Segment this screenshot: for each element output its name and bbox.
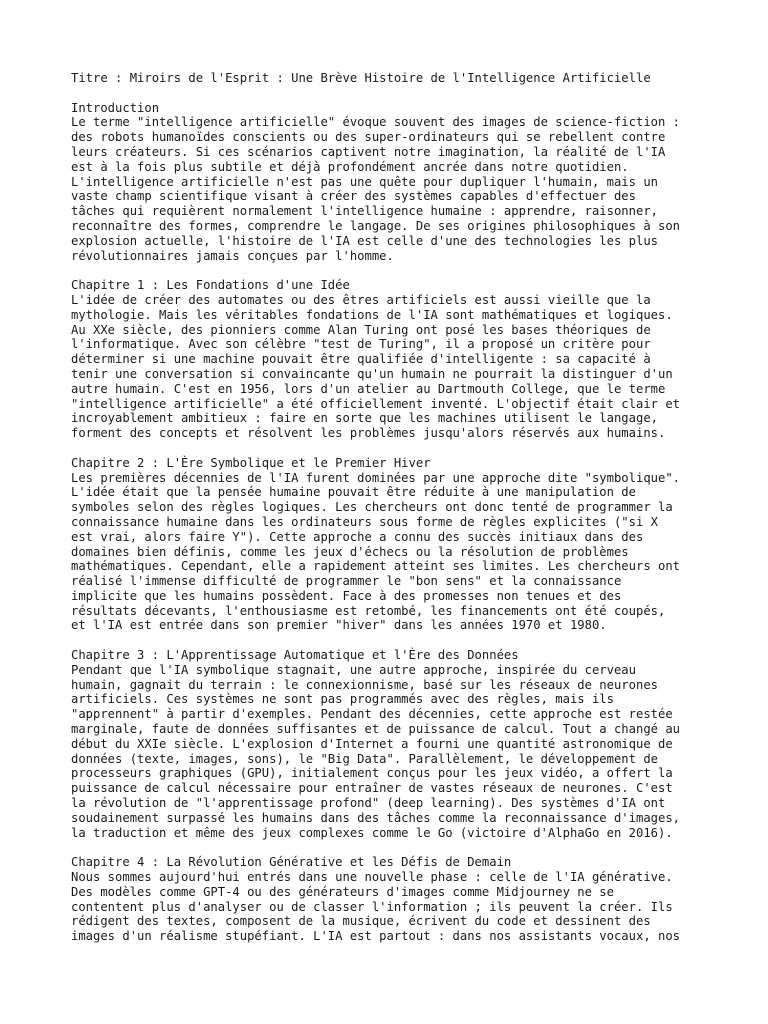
section-heading: Chapitre 2 : L'Ère Symbolique et le Premier Hiver — [71, 455, 431, 470]
paragraph-line: "intelligence artificielle" a été officiellement inventé. L'objectif était clair et — [71, 396, 681, 411]
paragraph-line: est vrai, alors faire Y"). Cette approche a connu des succès initiaux dans des — [71, 529, 644, 544]
paragraph-line: tenir une conversation si convaincante qu'un humain ne pourrait la distinguer d'un — [71, 366, 673, 381]
paragraph-line: la révolution de "l'apprentissage profond" (deep learning). Des systèmes d'IA ont — [71, 796, 666, 811]
section — [71, 648, 751, 840]
paragraph-line: leurs créateurs. Si ces scénarios captivent notre imagination, la réalité de l'IA — [71, 144, 666, 159]
paragraph-line: Le terme "intelligence artificielle" évoque souvent des images de science-fiction : — [71, 115, 681, 130]
paragraph-line: soudainement surpassé les humains dans des tâches comme la reconnaissance d'images, — [71, 810, 681, 825]
paragraph-line: artificiels. Ces systèmes ne sont pas programmés avec des règles, mais ils — [71, 692, 614, 707]
paragraph-line: autre humain. C'est en 1956, lors d'un atelier au Dartmouth College, que le terme — [71, 381, 666, 396]
paragraph-line: "apprennent" à partir d'exemples. Pendant des décennies, cette approche est restée — [71, 707, 673, 722]
paragraph-line: vaste champ scientifique visant à créer des systèmes capables d'effectuer des — [71, 189, 636, 204]
paragraph-line: connaissance humaine dans les ordinateurs sous forme de règles explicites ("si X — [71, 514, 658, 529]
section — [71, 456, 751, 634]
paragraph-line: révolutionnaires jamais conçues par l'homme. — [71, 248, 394, 263]
paragraph-line: est à la fois plus subtile et déjà profondément ancrée dans notre quotidien. — [71, 159, 629, 174]
paragraph-line: explosion actuelle, l'histoire de l'IA est celle d'une des technologies les plus — [71, 233, 658, 248]
paragraph-line: humain, gagnait du terrain : le connexionnisme, basé sur les réseaux de neurones — [71, 677, 658, 692]
paragraph-line: tâches qui requièrent normalement l'intelligence humaine : apprendre, raisonner, — [71, 204, 658, 219]
paragraph-line: début du XXIe siècle. L'explosion d'Internet a fourni une quantité astronomique de — [71, 736, 673, 751]
paragraph-line: l'informatique. Avec son célèbre "test de Turing", il a proposé un critère pour — [71, 337, 651, 352]
paragraph-line: L'intelligence artificielle n'est pas une quête pour dupliquer l'humain, mais un — [71, 174, 658, 189]
paragraph-line: réalisé l'immense difficulté de programmer le "bon sens" et la connaissance — [71, 574, 622, 589]
paragraph-line: forment des concepts et résolvent les problèmes jusqu'alors réservés aux humains. — [71, 426, 666, 441]
document-page — [71, 71, 751, 944]
paragraph-line: la traduction et même des jeux complexes comme le Go (victoire d'AlphaGo en 2016). — [71, 825, 673, 840]
section — [71, 278, 751, 441]
document-title: Titre : Miroirs de l'Esprit : Une Brève Histoire de l'Intelligence Artificielle — [71, 71, 651, 85]
section — [71, 855, 751, 944]
document-body — [71, 101, 751, 944]
paragraph-line: mythologie. Mais les véritables fondations de l'IA sont mathématiques et logiques. — [71, 307, 673, 322]
paragraph-line: reconnaître des formes, comprendre le langage. De ses origines philosophiques à son — [71, 218, 681, 233]
paragraph-line: domaines bien définis, comme les jeux d'échecs ou la résolution de problèmes — [71, 544, 629, 559]
paragraph-line: Au XXe siècle, des pionniers comme Alan Turing ont posé les bases théoriques de — [71, 322, 651, 337]
paragraph-line: Pendant que l'IA symbolique stagnait, une autre approche, inspirée du cerveau — [71, 662, 636, 677]
paragraph-line: résultats décevants, l'enthousiasme est retombé, les financements ont été coupés, — [71, 603, 666, 618]
paragraph-line: des robots humanoïdes conscients ou des super-ordinateurs qui se rebellent contre — [71, 130, 666, 145]
section-heading: Chapitre 1 : Les Fondations d'une Idée — [71, 278, 350, 293]
paragraph-line: puissance de calcul nécessaire pour entraîner de vastes réseaux de neurones. C'est — [71, 781, 673, 796]
paragraph-line: processeurs graphiques (GPU), initialement conçus pour les jeux vidéo, a offert la — [71, 766, 673, 781]
paragraph-line: déterminer si une machine pouvait être qualifiée d'intelligente : sa capacité à — [71, 352, 651, 367]
section-heading: Chapitre 4 : La Révolution Générative et les Défis de Demain — [71, 855, 512, 870]
paragraph-line: symboles selon des règles logiques. Les chercheurs ont donc tenté de programmer la — [71, 500, 673, 515]
paragraph-line: données (texte, images, sons), le "Big Data". Parallèlement, le développement de — [71, 751, 658, 766]
paragraph-line: images d'un réalisme stupéfiant. L'IA est partout : dans nos assistants vocaux, nos — [71, 929, 681, 944]
paragraph-line: marginale, faute de données suffisantes et de puissance de calcul. Tout a changé au — [71, 722, 681, 737]
paragraph-line: mathématiques. Cependant, elle a rapidement atteint ses limites. Les chercheurs ont — [71, 559, 681, 574]
section-heading: Introduction — [71, 100, 160, 115]
paragraph-line: Les premières décennies de l'IA furent dominées par une approche dite "symbolique". — [71, 470, 681, 485]
paragraph-line: implicite que les humains possèdent. Face à des promesses non tenues et des — [71, 588, 622, 603]
paragraph-line: rédigent des textes, composent de la musique, écrivent du code et dessinent des — [71, 914, 651, 929]
paragraph-line: et l'IA est entrée dans son premier "hiver" dans les années 1970 et 1980. — [71, 618, 607, 633]
section — [71, 101, 751, 264]
paragraph-line: Des modèles comme GPT-4 ou des générateurs d'images comme Midjourney ne se — [71, 884, 614, 899]
paragraph-line: contentent plus d'analyser ou de classer l'information ; ils peuvent la créer. Ils — [71, 899, 673, 914]
paragraph-line: L'idée de créer des automates ou des êtres artificiels est aussi vieille que la — [71, 292, 651, 307]
paragraph-line: incroyablement ambitieux : faire en sorte que les machines utilisent le langage, — [71, 411, 658, 426]
section-heading: Chapitre 3 : L'Apprentissage Automatique et l'Ère des Données — [71, 648, 519, 663]
paragraph-line: L'idée était que la pensée humaine pouvait être réduite à une manipulation de — [71, 485, 636, 500]
paragraph-line: Nous sommes aujourd'hui entrés dans une nouvelle phase : celle de l'IA générative. — [71, 870, 673, 885]
